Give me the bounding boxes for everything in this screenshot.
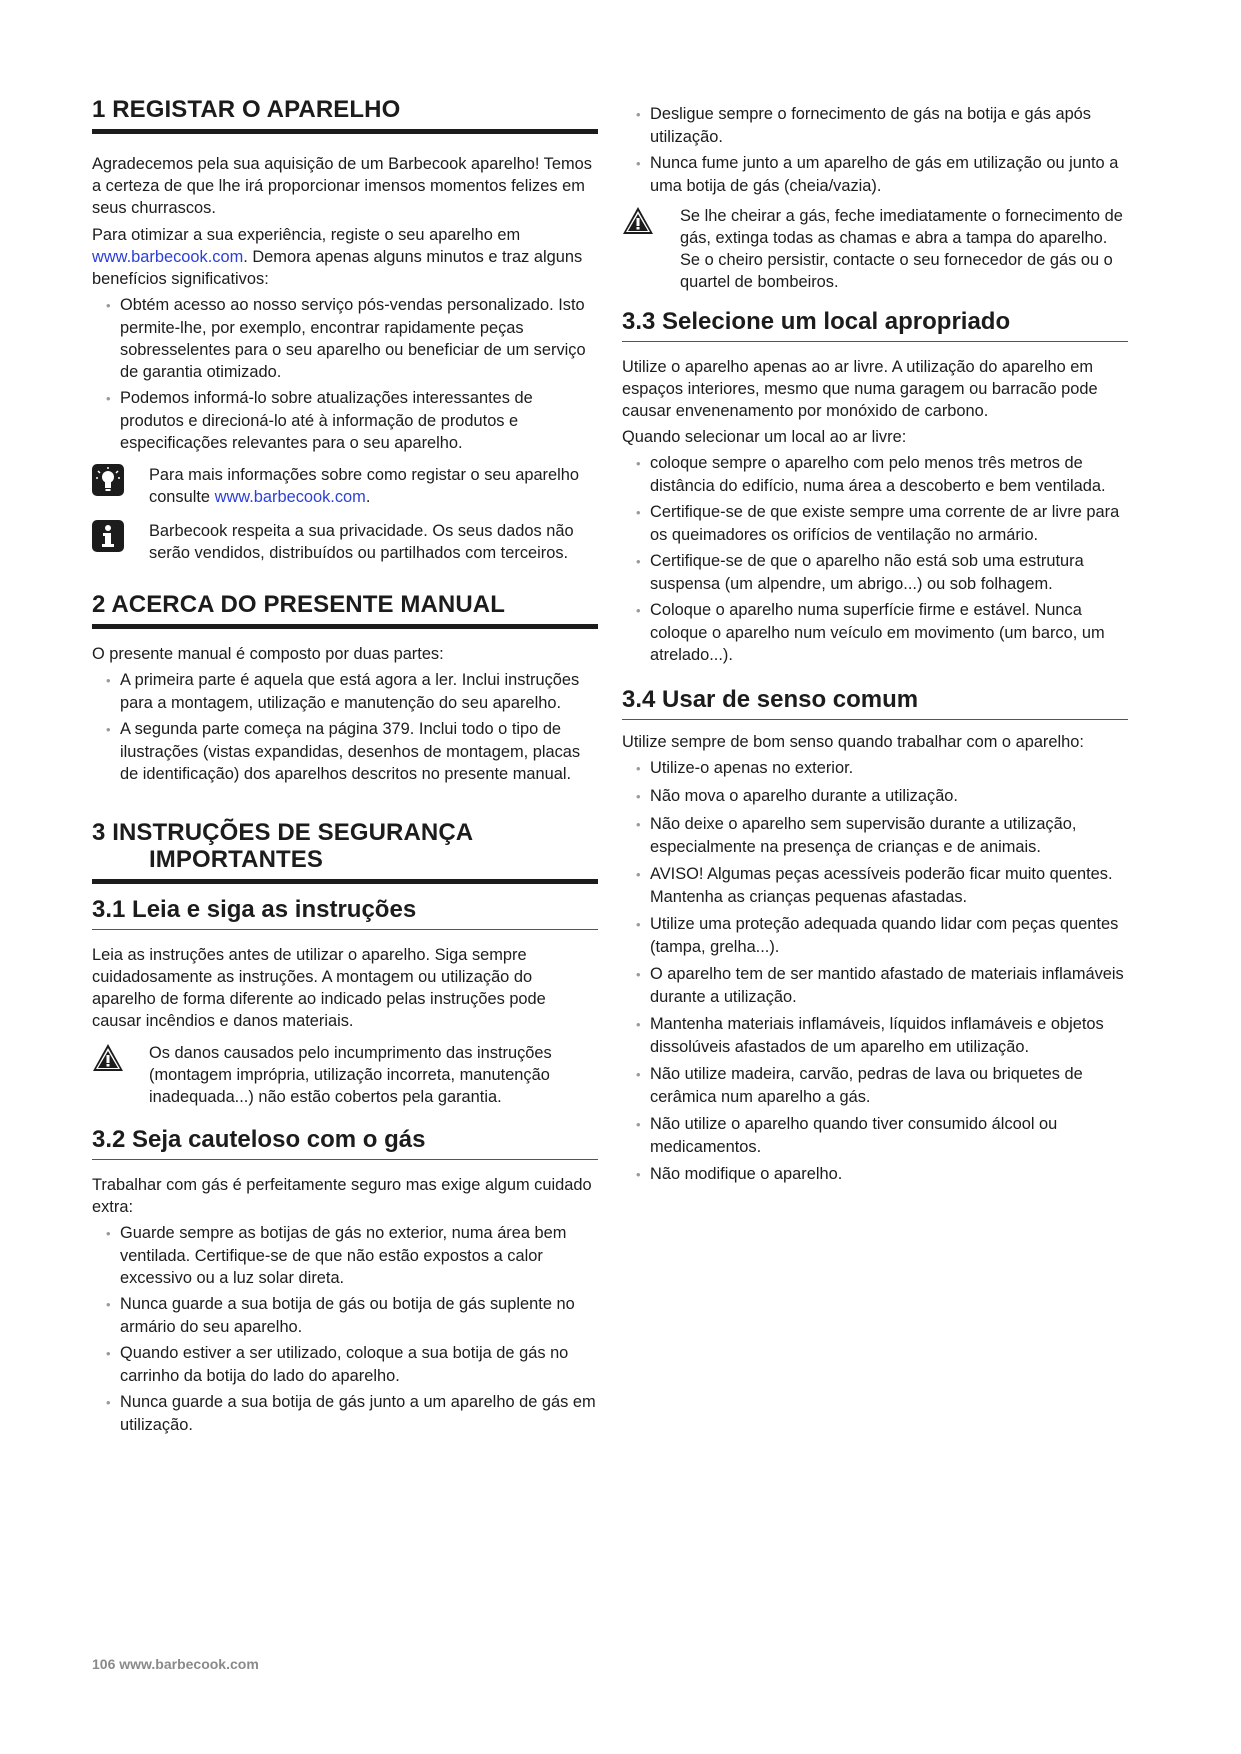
list-item: • Não mova o aparelho durante a utilização. xyxy=(636,787,958,805)
list-item: • A primeira parte é aquela que está agora a ler. Inclui instruções para a montagem, utilização e manutenção do seu aparelho. xyxy=(106,671,580,712)
info-icon xyxy=(92,520,124,552)
section-1-intro: Agradecemos pela sua aquisição de um Barbecook aparelho! Temos a certeza de que lhe irá proporcionar imensos momentos felizes em seus churrascos. xyxy=(92,155,592,217)
list-item: • Não utilize madeira, carvão, pedras de lava ou briquetes de cerâmica num aparelho a gás. xyxy=(636,1065,1083,1106)
section-2-parts-list xyxy=(92,669,598,785)
section-3-2-list-continued xyxy=(622,103,1128,197)
section-1-register-text: Para otimizar a sua experiência, registe o seu aparelho em www.barbecook.com. Demora apenas alguns minutos e traz alguns benefícios significativos: xyxy=(92,226,583,288)
section-2-heading: 2 ACERCA DO PRESENTE MANUAL xyxy=(92,591,598,629)
list-item: • Guarde sempre as botijas de gás no exterior, numa área bem ventilada. Certifique-se de que não estão expostos a calor excessivo ou a luz solar direta. xyxy=(106,1224,567,1287)
warning-notice: Se lhe cheirar a gás, feche imediatamente o fornecimento de gás, extinga todas as chamas e abra a tampa do aparelho. Se o cheiro persistir, contacte o seu fornecedor de gás ou o quartel de bombeiros. xyxy=(622,205,1128,293)
right-column xyxy=(622,103,1128,1186)
section-3-1-text: Leia as instruções antes de utilizar o aparelho. Siga sempre cuidadosamente as instruções. A montagem ou utilização do aparelho de forma diferente ao indicado pelas instruções pode causar incêndios e danos materiais. xyxy=(92,946,546,1030)
tip-notice: Para mais informações sobre como registar o seu aparelho consulte www.barbecook.com. xyxy=(92,464,598,508)
list-item: • Mantenha materiais inflamáveis, líquidos inflamáveis e objetos dissolúveis afastados de um aparelho em utilização. xyxy=(636,1015,1104,1056)
section-3-1-heading: 3.1 Leia e siga as instruções xyxy=(92,896,598,930)
section-3-3-text: Utilize o aparelho apenas ao ar livre. A utilização do aparelho em espaços interiores, mesmo que numa garagem ou barracão pode causar envenenamento por monóxido de carbono. xyxy=(622,358,1098,420)
section-3-4-text: Utilize sempre de bom senso quando trabalhar com o aparelho: xyxy=(622,733,1084,751)
section-3-2-text: Trabalhar com gás é perfeitamente seguro mas exige algum cuidado extra: xyxy=(92,1176,592,1216)
list-item: • Nunca guarde a sua botija de gás junto a um aparelho de gás em utilização. xyxy=(106,1393,596,1434)
section-3-2-list xyxy=(92,1222,598,1436)
list-item: • Certifique-se de que o aparelho não está sob uma estrutura suspensa (um alpendre, um abrigo...) ou sob folhagem. xyxy=(636,552,1084,593)
section-3-3-heading: 3.3 Selecione um local apropriado xyxy=(622,308,1128,342)
list-item: • coloque sempre o aparelho com pelo menos três metros de distância do edifício, numa área a descoberto e bem ventilada. xyxy=(636,454,1106,495)
section-3-2-heading: 3.2 Seja cauteloso com o gás xyxy=(92,1126,598,1160)
list-item: • A segunda parte começa na página 379. Inclui todo o tipo de ilustrações (vistas expandidas, desenhos de montagem, placas de identificação) dos aparelhos descritos no presente manual. xyxy=(106,720,581,783)
barbecook-link[interactable]: www.barbecook.com xyxy=(214,488,366,506)
warning-icon xyxy=(622,205,654,237)
barbecook-link[interactable]: www.barbecook.com xyxy=(92,248,244,266)
list-item: • Utilize-o apenas no exterior. xyxy=(636,759,854,777)
list-item: • Nunca guarde a sua botija de gás ou botija de gás suplente no armário do seu aparelho. xyxy=(106,1295,575,1336)
section-2-intro: O presente manual é composto por duas partes: xyxy=(92,645,444,663)
section-3-4-heading: 3.4 Usar de senso comum xyxy=(622,686,1128,720)
info-notice: Barbecook respeita a sua privacidade. Os seus dados não serão vendidos, distribuídos ou partilhados com terceiros. xyxy=(92,520,598,564)
list-item: • Não deixe o aparelho sem supervisão durante a utilização, especialmente na presença de crianças e de animais. xyxy=(636,815,1077,856)
list-item: • Quando estiver a ser utilizado, coloque a sua botija de gás no carrinho da botija do lado do aparelho. xyxy=(106,1344,569,1385)
list-item: • Não modifique o aparelho. xyxy=(636,1165,843,1183)
left-column xyxy=(92,96,598,1436)
page-footer: 106 www.barbecook.com xyxy=(92,1656,259,1672)
warning-icon xyxy=(92,1042,124,1074)
list-item: • Podemos informá-lo sobre atualizações interessantes de produtos e direcioná-lo até à informação de produtos e especificações relevantes para o seu aparelho. xyxy=(106,389,533,452)
list-item: • AVISO! Algumas peças acessíveis poderão ficar muito quentes. Mantenha as crianças pequenas afastadas. xyxy=(636,865,1113,906)
warning-notice: Os danos causados pelo incumprimento das instruções (montagem imprópria, utilização incorreta, manutenção inadequada...) não estão cobertos pela garantia. xyxy=(92,1042,598,1108)
list-item: • Certifique-se de que existe sempre uma corrente de ar livre para os queimadores os orifícios de ventilação no armário. xyxy=(636,503,1120,544)
list-item: • Utilize uma proteção adequada quando lidar com peças quentes (tampa, grelha...). xyxy=(636,915,1119,956)
section-1-heading: 1 REGISTAR O APARELHO xyxy=(92,96,598,134)
list-item: • O aparelho tem de ser mantido afastado de materiais inflamáveis durante a utilização. xyxy=(636,965,1124,1006)
section-3-3-subtext: Quando selecionar um local ao ar livre: xyxy=(622,428,907,446)
section-3-3-list xyxy=(622,452,1128,666)
list-item: • Obtém acesso ao nosso serviço pós-vendas personalizado. Isto permite-lhe, por exemplo, encontrar rapidamente peças sobresselentes para o seu aparelho ou beneficiar de um serviço de garantia otimizado. xyxy=(106,296,586,381)
list-item: • Desligue sempre o fornecimento de gás na botija e gás após utilização. xyxy=(636,105,1091,146)
lightbulb-icon xyxy=(92,464,124,496)
section-1-benefits-list xyxy=(92,294,598,454)
list-item: • Coloque o aparelho numa superfície firme e estável. Nunca coloque o aparelho num veículo em movimento (um barco, um atrelado...). xyxy=(636,601,1105,664)
list-item: • Não utilize o aparelho quando tiver consumido álcool ou medicamentos. xyxy=(636,1115,1058,1156)
list-item: • Nunca fume junto a um aparelho de gás em utilização ou junto a uma botija de gás (cheia/vazia). xyxy=(636,154,1119,195)
section-3-4-list xyxy=(622,757,1128,1186)
section-3-heading: 3 INSTRUÇÕES DE SEGURANÇA IMPORTANTES xyxy=(92,819,598,884)
